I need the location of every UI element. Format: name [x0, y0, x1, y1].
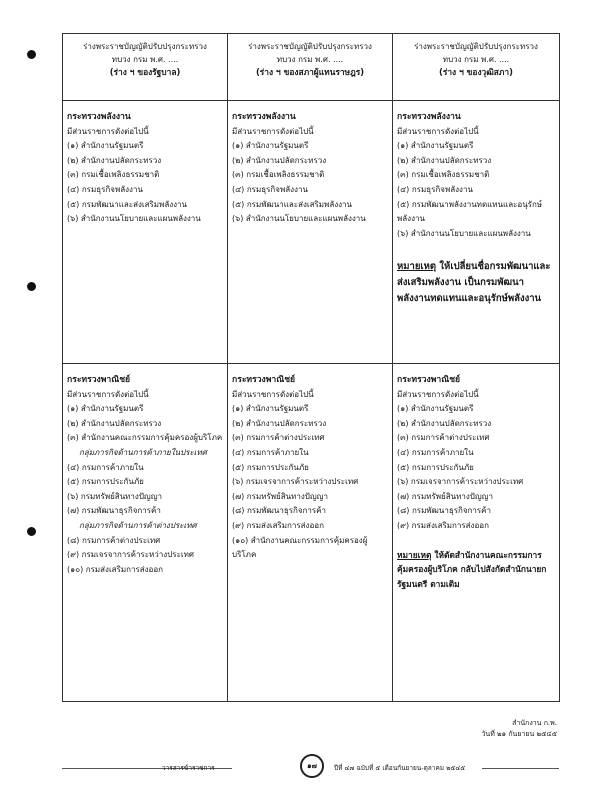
- header-line: ร่างพระราชบัญญัติปรับปรุงกระทรวง: [414, 42, 538, 51]
- list-item: (๕) กรมการประกันภัย: [232, 462, 309, 472]
- header-row: [63, 34, 560, 101]
- ministry-title: กระทรวงพลังงาน: [397, 112, 461, 122]
- note-text: ให้ตัดสำนักงานคณะกรรมการคุ้มครองผู้บริโภค กลับไปสังกัดสำนักนายกรัฐมนตรี ตามเดิม: [397, 549, 547, 589]
- binder-hole: [27, 282, 36, 291]
- commerce-cell-house: [228, 364, 393, 702]
- list-item: (๔) กรมการค้าภายใน: [232, 447, 309, 457]
- commerce-ministry-row: [63, 364, 560, 702]
- comparison-table: [62, 33, 560, 702]
- ministry-title: กระทรวงพาณิชย์: [67, 375, 131, 385]
- list-item: (๕) กรมการประกันภัย: [397, 462, 474, 472]
- list-item: (๕) กรมพัฒนาและส่งเสริมพลังงาน: [67, 199, 187, 209]
- intro-text: มีส่วนราชการดังต่อไปนี้: [67, 126, 149, 136]
- list-item: (๙) กรมส่งเสริมการส่งออก: [397, 520, 489, 530]
- energy-ministry-row: [63, 101, 560, 364]
- intro-text: มีส่วนราชการดังต่อไปนี้: [67, 389, 149, 399]
- list-item: (๑) สำนักงานรัฐมนตรี: [232, 404, 309, 414]
- journal-name: วารสารข้าราชการ: [162, 764, 215, 772]
- header-line: ร่างพระราชบัญญัติปรับปรุงกระทรวง: [248, 42, 372, 51]
- issue-info: ปีที่ ๔๗ ฉบับที่ ๕ เดือนกันยายน-ตุลาคม ๒๕๔๕: [334, 764, 466, 772]
- list-item: (๓) กรมเชื้อเพลิงธรรมชาติ: [397, 170, 490, 180]
- ministry-title: กระทรวงพาณิชย์: [232, 375, 296, 385]
- intro-text: มีส่วนราชการดังต่อไปนี้: [232, 389, 314, 399]
- footer-rule: [482, 768, 559, 769]
- list-item: (๔) กรมการค้าภายใน: [397, 447, 474, 457]
- commerce-note: [397, 548, 555, 592]
- list-item: (๗) กรมทรัพย์สินทางปัญญา: [397, 491, 493, 501]
- list-item: (๒) สำนักงานปลัดกระทรวง: [397, 418, 492, 428]
- list-item: (๘) กรมพัฒนาธุรกิจการค้า: [397, 506, 492, 516]
- list-item: (๗) กรมพัฒนาธุรกิจการค้า: [67, 506, 161, 516]
- header-line: ร่างพระราชบัญญัติปรับปรุงกระทรวง: [83, 42, 207, 51]
- energy-cell-senate: [393, 101, 560, 364]
- list-item: (๒) สำนักงานปลัดกระทรวง: [67, 155, 162, 165]
- list-item: (๙) กรมเจรจาการค้าระหว่างประเทศ: [67, 550, 194, 560]
- list-item: (๓) กรมเชื้อเพลิงธรรมชาติ: [232, 170, 325, 180]
- list-item: (๕) กรมการประกันภัย: [67, 477, 144, 487]
- list-item: (๑) สำนักงานรัฐมนตรี: [397, 141, 474, 151]
- column-header-senate: [393, 34, 560, 101]
- list-item: (๓) สำนักงานคณะกรรมการคุ้มครองผู้บริโภค: [67, 433, 223, 443]
- list-item: (๒) สำนักงานปลัดกระทรวง: [232, 418, 327, 428]
- list-item: (๑) สำนักงานรัฐมนตรี: [397, 404, 474, 414]
- note-label: หมายเหตุ: [397, 549, 432, 560]
- header-subtitle: (ร่าง ฯ ของวุฒิสภา): [439, 67, 513, 77]
- ministry-title: กระทรวงพาณิชย์: [397, 375, 461, 385]
- ministry-title: กระทรวงพลังงาน: [67, 112, 131, 122]
- page-number: ๑๗: [307, 762, 317, 770]
- list-item: (๖) สำนักงานนโยบายและแผนพลังงาน: [67, 214, 201, 224]
- signature-date: วันที่ ๒๑ กันยายน ๒๕๔๕: [481, 730, 557, 738]
- column-header-house: [228, 34, 393, 101]
- list-item: (๔) กรมธุรกิจพลังงาน: [397, 184, 473, 194]
- binder-hole: [27, 527, 36, 536]
- list-item: (๖) กรมเจรจาการค้าระหว่างประเทศ: [232, 477, 359, 487]
- list-item: (๖) กรมเจรจาการค้าระหว่างประเทศ: [397, 477, 524, 487]
- list-item: (๙) กรมส่งเสริมการส่งออก: [232, 520, 324, 530]
- list-item: (๔) กรมธุรกิจพลังงาน: [232, 184, 308, 194]
- ministry-title: กระทรวงพลังงาน: [232, 112, 296, 122]
- list-item: (๑) สำนักงานรัฐมนตรี: [67, 141, 144, 151]
- signature-block: [481, 718, 557, 740]
- note-label: หมายเหตุ: [397, 261, 437, 273]
- intro-text: มีส่วนราชการดังต่อไปนี้: [232, 126, 314, 136]
- energy-cell-government: [63, 101, 228, 364]
- page-number-badge: [300, 754, 324, 778]
- signature-office: สำนักงาน ก.พ.: [512, 719, 557, 727]
- list-item: (๑๐) สำนักงานคณะกรรมการคุ้มครองผู้บริโภค: [232, 535, 368, 560]
- group-heading: กลุ่มภารกิจด้านการค้าภายในประเทศ: [79, 447, 207, 457]
- header-line: ทบวง กรม พ.ศ. ....: [276, 55, 344, 64]
- intro-text: มีส่วนราชการดังต่อไปนี้: [397, 389, 479, 399]
- intro-text: มีส่วนราชการดังต่อไปนี้: [397, 126, 479, 136]
- list-item: (๑๐) กรมส่งเสริมการส่งออก: [67, 564, 164, 574]
- column-header-government: [63, 34, 228, 101]
- header-subtitle: (ร่าง ฯ ของรัฐบาล): [109, 67, 181, 77]
- list-item: (๔) กรมการค้าภายใน: [67, 462, 144, 472]
- list-item: (๘) กรมพัฒนาธุรกิจการค้า: [232, 506, 327, 516]
- list-item: (๒) สำนักงานปลัดกระทรวง: [232, 155, 327, 165]
- list-item: (๖) กรมทรัพย์สินทางปัญญา: [67, 491, 163, 501]
- list-item: (๕) กรมพัฒนาและส่งเสริมพลังงาน: [232, 199, 352, 209]
- list-item: (๔) กรมธุรกิจพลังงาน: [67, 184, 143, 194]
- commerce-cell-senate: [393, 364, 560, 702]
- group-heading: กลุ่มภารกิจด้านการค้าต่างประเทศ: [79, 520, 197, 530]
- page-footer: [62, 752, 559, 776]
- header-line: ทบวง กรม พ.ศ. ....: [442, 55, 510, 64]
- list-item: (๑) สำนักงานรัฐมนตรี: [232, 141, 309, 151]
- binder-hole: [27, 50, 36, 59]
- header-line: ทบวง กรม พ.ศ. ....: [111, 55, 179, 64]
- list-item: (๒) สำนักงานปลัดกระทรวง: [397, 155, 492, 165]
- list-item: (๖) สำนักงานนโยบายและแผนพลังงาน: [232, 214, 366, 224]
- header-subtitle: (ร่าง ฯ ของสภาผู้แทนราษฎร): [255, 67, 365, 77]
- list-item: (๕) กรมพัฒนาพลังงานทดแทนและอนุรักษ์พลังงาน: [397, 199, 543, 224]
- list-item: (๗) กรมทรัพย์สินทางปัญญา: [232, 491, 328, 501]
- list-item: (๒) สำนักงานปลัดกระทรวง: [67, 418, 162, 428]
- list-item: (๘) กรมการค้าต่างประเทศ: [67, 535, 161, 545]
- list-item: (๓) กรมเชื้อเพลิงธรรมชาติ: [67, 170, 160, 180]
- energy-cell-house: [228, 101, 393, 364]
- list-item: (๓) กรมการค้าต่างประเทศ: [232, 433, 325, 443]
- list-item: (๑) สำนักงานรัฐมนตรี: [67, 404, 144, 414]
- commerce-cell-government: [63, 364, 228, 702]
- list-item: (๖) สำนักงานนโยบายและแผนพลังงาน: [397, 228, 531, 238]
- note-text: ให้เปลี่ยนชื่อกรมพัฒนาและส่งเสริมพลังงาน เป็นกรมพัฒนาพลังงานทดแทนและอนุรักษ์พลังงาน: [397, 261, 551, 305]
- energy-note: [397, 259, 555, 307]
- list-item: (๓) กรมการค้าต่างประเทศ: [397, 433, 490, 443]
